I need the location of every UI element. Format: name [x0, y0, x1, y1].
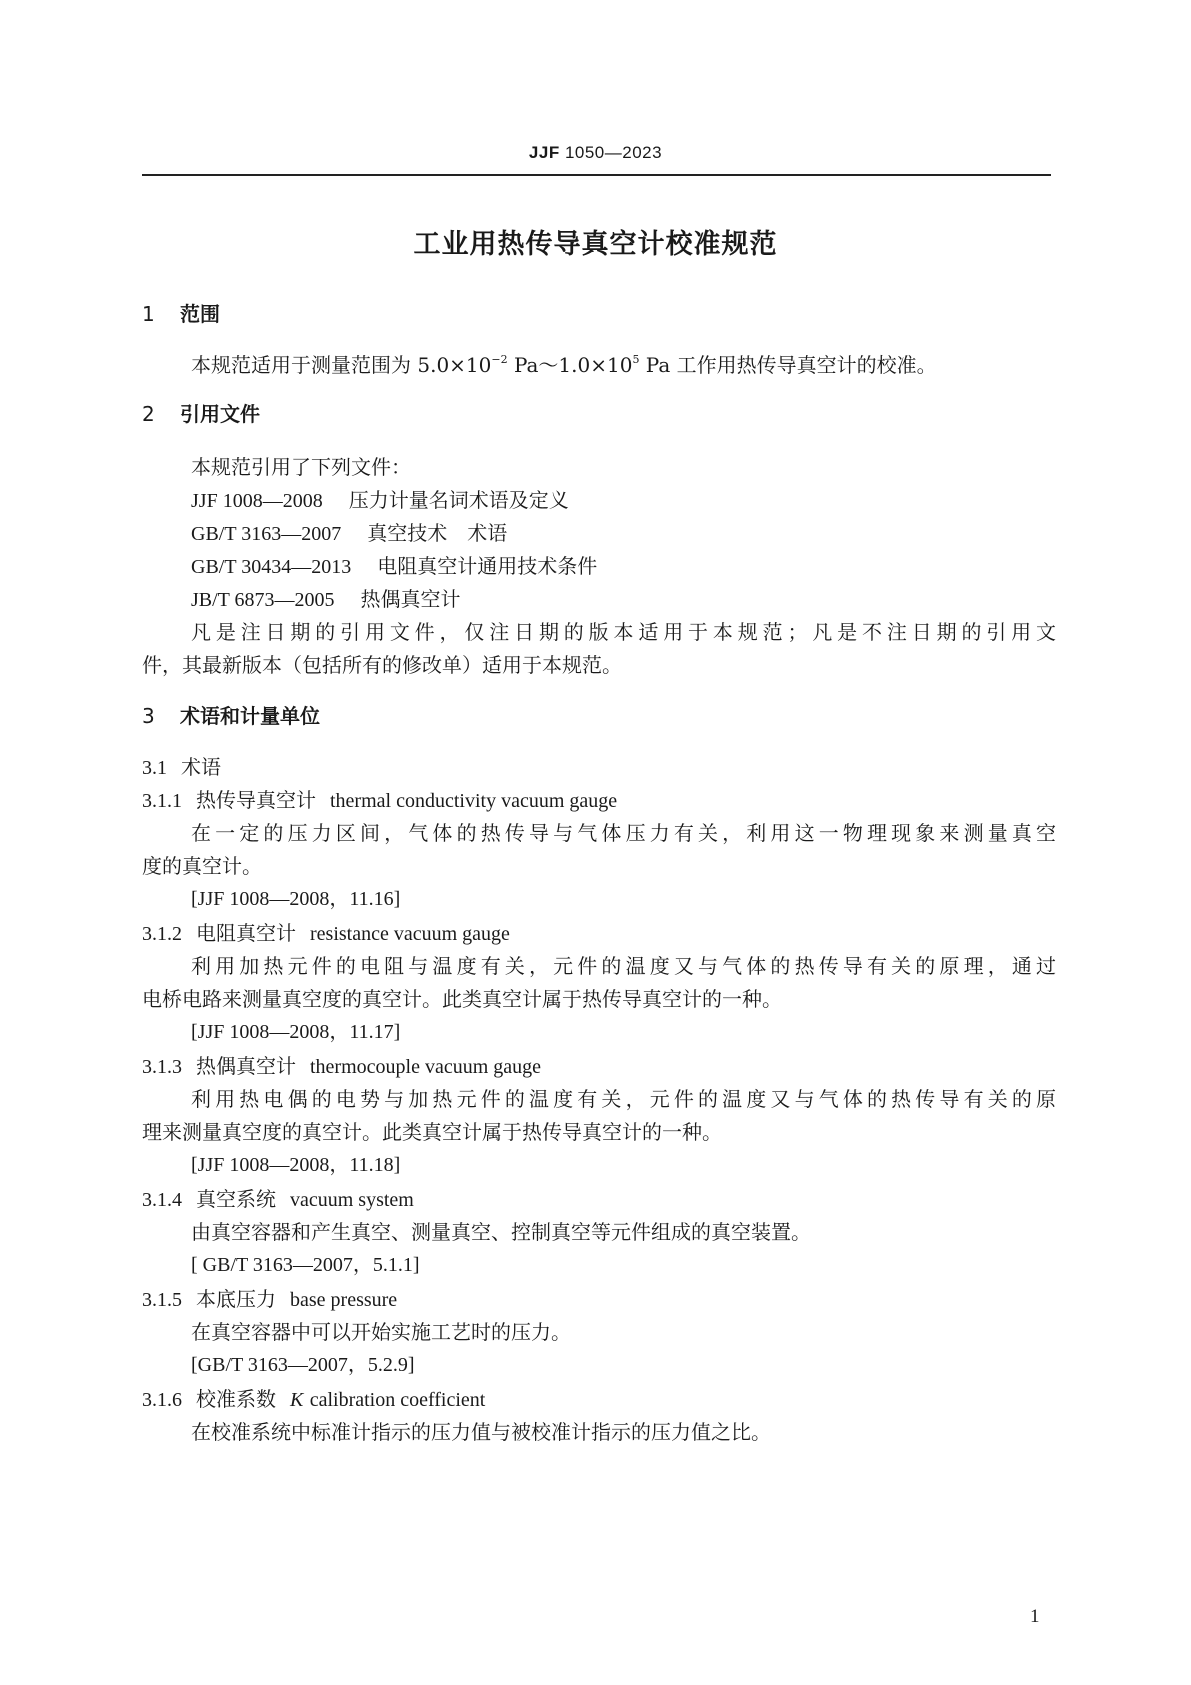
exponent: 5	[632, 353, 640, 366]
reference-item	[191, 552, 597, 581]
reference-title: 压力计量名词术语及定义	[348, 488, 569, 512]
term-number: 3.1.5	[142, 1289, 182, 1311]
term-source: [GB/T 3163—2007，5.2.9]	[191, 1354, 415, 1376]
standard-number: 1050—2023	[564, 143, 663, 162]
reference-title: 电阻真空计通用技术条件	[377, 554, 598, 578]
term-en: resistance vacuum gauge	[310, 923, 510, 945]
term-number: 3.1.1	[142, 790, 182, 812]
section-number: 3	[142, 704, 155, 728]
reference-code: GB/T 30434—2013	[191, 556, 352, 578]
section-2-heading	[142, 400, 260, 428]
references-note-line: 凡是注日期的引用文件，仅注日期的版本适用于本规范；凡是不注日期的引用文	[191, 620, 1056, 644]
term-heading	[142, 1185, 414, 1214]
reference-code: GB/T 3163—2007	[191, 523, 342, 545]
reference-code: JJF 1008—2008	[191, 490, 323, 512]
term-zh: 本底压力	[196, 1287, 276, 1311]
reference-item	[191, 585, 461, 614]
scope-paragraph: 本规范适用于测量范围为 $5.0\times 10^{-2}$ $Pa\sim 1.0\times 10^5$ Pa 工作用热传导真空计的校准。	[191, 353, 937, 377]
term-definition-line: 电桥电路来测量真空度的真空计。此类真空计属于热传导真空计的一种。	[142, 987, 782, 1011]
term-zh: 校准系数	[196, 1387, 276, 1411]
section-title: 范围	[180, 302, 220, 326]
term-definition-line: 理来测量真空度的真空计。此类真空计属于热传导真空计的一种。	[142, 1120, 722, 1144]
section-number: 2	[142, 402, 155, 426]
standard-prefix: JJF	[528, 143, 560, 162]
term-number: 3.1.6	[142, 1389, 182, 1411]
term-en: base pressure	[290, 1289, 398, 1311]
page-number: 1	[1030, 1606, 1040, 1627]
header-rule	[142, 174, 1051, 176]
term-number: 3.1.4	[142, 1189, 182, 1211]
term-source: [JJF 1008—2008，11.16]	[191, 888, 401, 910]
exponent: −2	[491, 353, 508, 366]
section-3-heading	[142, 702, 320, 730]
term-number: 3.1.2	[142, 923, 182, 945]
term-zh: 真空系统	[196, 1187, 276, 1211]
term-source: [JJF 1008—2008，11.18]	[191, 1154, 401, 1176]
term-heading	[142, 1052, 541, 1081]
section-title: 术语和计量单位	[180, 704, 320, 728]
term-definition-line: 在校准系统中标准计指示的压力值与被校准计指示的压力值之比。	[191, 1420, 771, 1444]
term-zh: 热偶真空计	[196, 1054, 296, 1078]
reference-item	[191, 519, 507, 548]
references-note-line: 件，其最新版本（包括所有的修改单）适用于本规范。	[142, 653, 622, 677]
term-source: [JJF 1008—2008，11.17]	[191, 1021, 401, 1043]
reference-title: 热偶真空计	[360, 587, 461, 611]
reference-item	[191, 486, 569, 515]
reference-title: 真空技术 术语	[367, 521, 508, 545]
term-definition-line: 利用热电偶的电势与加热元件的温度有关，元件的温度又与气体的热传导有关的原	[191, 1087, 1056, 1111]
term-definition-line: 度的真空计。	[142, 854, 262, 878]
subsection-title: 术语	[181, 755, 221, 779]
section-number: 1	[142, 302, 155, 326]
term-heading	[142, 1385, 485, 1414]
term-source: [ GB/T 3163—2007，5.1.1]	[191, 1254, 420, 1276]
term-zh: 电阻真空计	[196, 921, 296, 945]
term-en: thermal conductivity vacuum gauge	[330, 790, 618, 812]
term-definition-line: 在一定的压力区间，气体的热传导与气体压力有关，利用这一物理现象来测量真空	[191, 821, 1056, 845]
term-heading	[142, 1285, 397, 1314]
section-title: 引用文件	[180, 402, 260, 426]
term-en: calibration coefficient	[309, 1389, 486, 1411]
term-definition-line: 在真空容器中可以开始实施工艺时的压力。	[191, 1320, 571, 1344]
term-heading	[142, 786, 617, 815]
term-en: thermocouple vacuum gauge	[310, 1056, 542, 1078]
subsection-heading	[142, 753, 221, 782]
reference-code: JB/T 6873—2005	[191, 589, 335, 611]
term-zh: 热传导真空计	[196, 788, 316, 812]
document-title: 工业用热传导真空计校准规范	[413, 229, 778, 260]
term-definition-line: 利用加热元件的电阻与温度有关，元件的温度又与气体的热传导有关的原理，通过	[191, 954, 1056, 978]
standard-code	[0, 142, 1191, 164]
term-en: vacuum system	[290, 1189, 414, 1211]
term-symbol: K	[290, 1389, 304, 1411]
section-1-heading	[142, 300, 220, 328]
term-number: 3.1.3	[142, 1056, 182, 1078]
references-intro: 本规范引用了下列文件：	[191, 455, 411, 479]
term-heading	[142, 919, 510, 948]
subsection-number: 3.1	[142, 757, 167, 779]
term-definition-line: 由真空容器和产生真空、测量真空、控制真空等元件组成的真空装置。	[191, 1220, 811, 1244]
